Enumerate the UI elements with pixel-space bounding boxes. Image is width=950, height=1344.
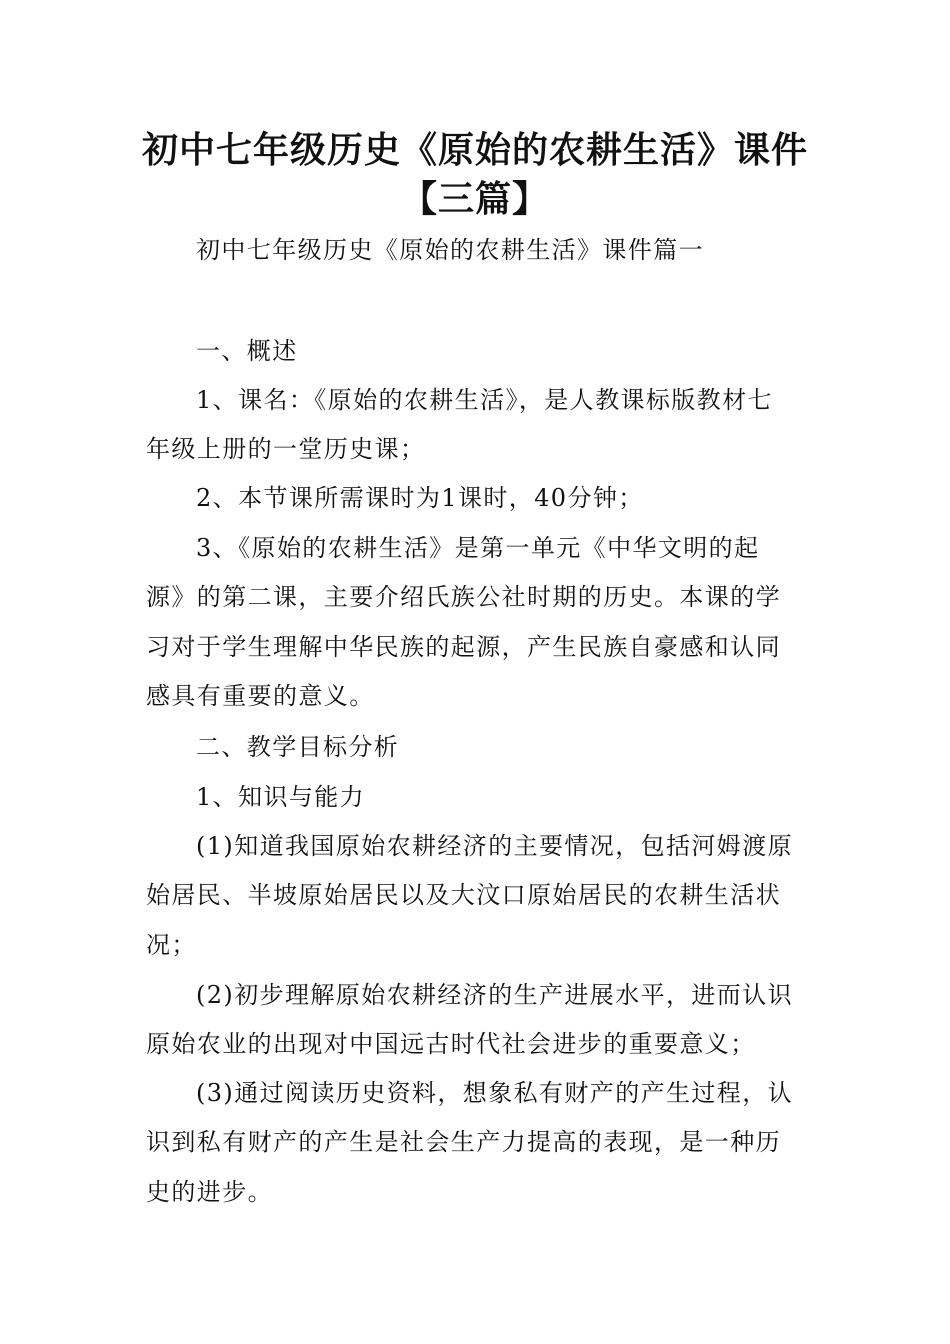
paragraph-line: 感具有重要的意义。	[146, 682, 375, 710]
paragraph-line: 3、《原始的农耕生活》是第一单元《中华文明的起	[196, 534, 760, 562]
paragraph-line: 2、本节课所需课时为1课时，40分钟；	[196, 484, 644, 512]
paragraph-line: 1、课名：《原始的农耕生活》，是人教课标版教材七	[196, 386, 773, 414]
paragraph-line: 习对于学生理解中华民族的起源，产生民族自豪感和认同	[146, 633, 781, 661]
section-heading-overview: 一、概述	[196, 337, 298, 365]
paragraph-line: 况；	[146, 931, 197, 959]
paragraph-line: 识到私有财产的产生是社会生产力提高的表现，是一种历	[146, 1128, 781, 1156]
document-subtitle: 初中七年级历史《原始的农耕生活》课件篇一	[196, 236, 704, 264]
paragraph-line: (3)通过阅读历史资料，想象私有财产的产生过程，认	[196, 1079, 793, 1107]
paragraph-line: 年级上册的一堂历史课；	[146, 435, 426, 463]
paragraph-line: (2)初步理解原始农耕经济的生产进展水平，进而认识	[196, 981, 793, 1009]
paragraph-line: 始居民、半坡原始居民以及大汶口原始居民的农耕生活状	[146, 881, 781, 909]
section-heading-objectives: 二、教学目标分析	[196, 733, 400, 761]
paragraph-line: (1)知道我国原始农耕经济的主要情况，包括河姆渡原	[196, 832, 793, 860]
paragraph-line: 原始农业的出现对中国远古时代社会进步的重要意义；	[146, 1030, 756, 1058]
subsection-heading: 1、知识与能力	[196, 783, 366, 811]
document-title-line-2: 【三篇】	[400, 179, 549, 220]
paragraph-line: 史的进步。	[146, 1178, 273, 1206]
paragraph-line: 源》的第二课，主要介绍氏族公社时期的历史。本课的学	[146, 583, 781, 611]
document-title-line-1: 初中七年级历史《原始的农耕生活》课件	[141, 130, 808, 171]
